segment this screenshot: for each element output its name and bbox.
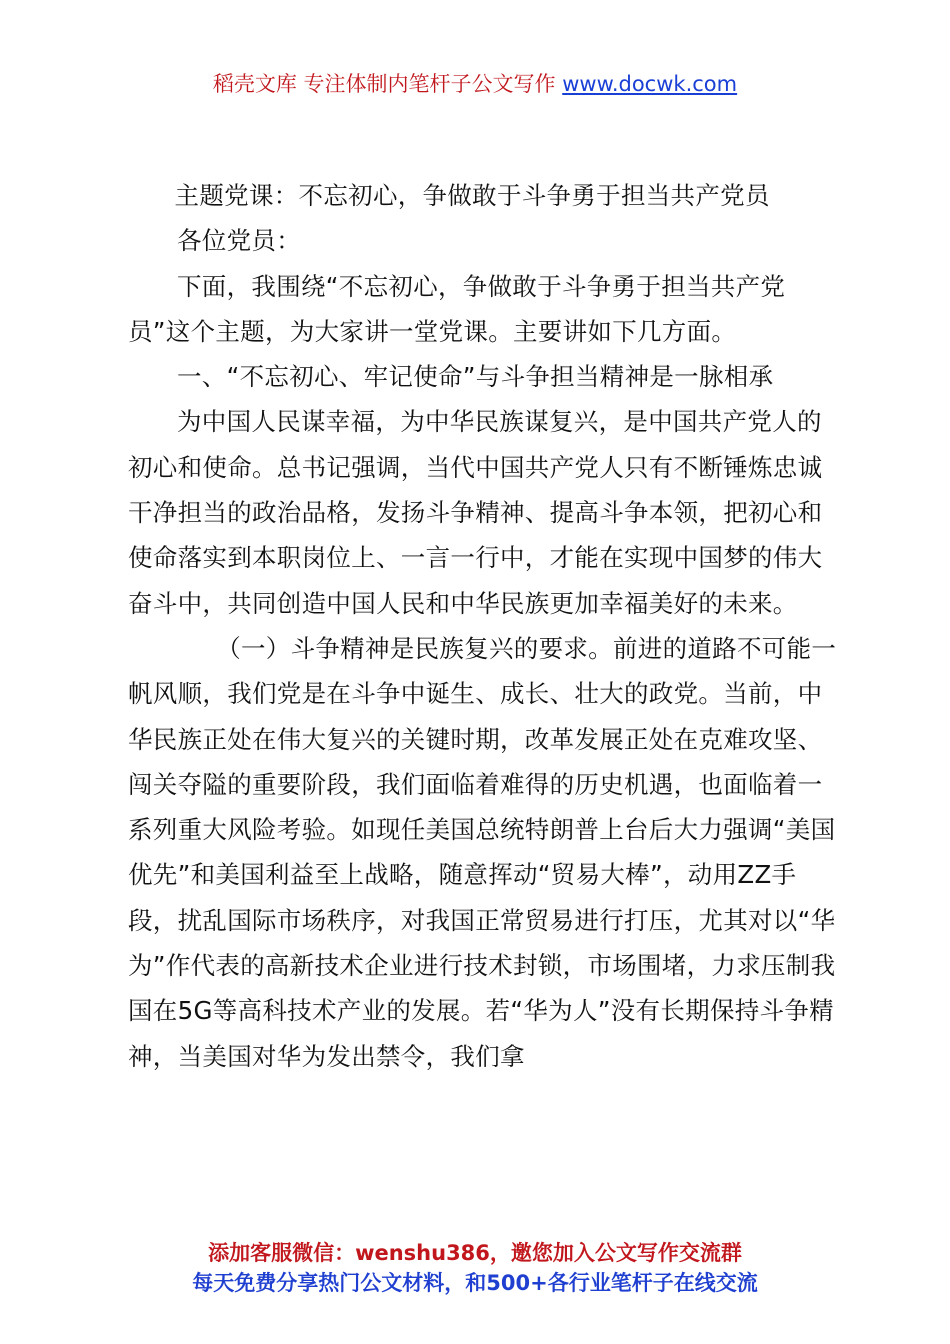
footer-line-2: 每天免费分享热门公文材料，和500+各行业笔杆子在线交流 (192, 1271, 758, 1295)
document-body (128, 173, 840, 1079)
salutation: 各位党员： (177, 226, 301, 256)
document-title: 主题党课：不忘初心，争做敢于斗争勇于担当共产党员 (174, 181, 770, 210)
section-heading-1: 一、“不忘初心、牢记使命”与斗争担当精神是一脉相承 (177, 362, 774, 392)
page-header (0, 68, 950, 100)
paragraph-2: （一）斗争精神是民族复兴的要求。前进的道路不可能一帆风顺，我们党是在斗争中诞生、成长、壮大的政党。当前，中华民族正处在伟大复兴的关键时期，改革发展正处在克难攻坚、闯关夺隘的重要阶段，我们面临着难得的历史机遇，也面临着一系列重大风险考验。如现任美国总统特朗普上台后大力强调“美国优先”和美国利益至上战略，随意挥动“贸易大棒”，动用ZZ手段，扰乱国际市场秩序，对我国正常贸易进行打压，尤其对以“华为”作代表的高新技术企业进行技术封锁，市场围堵，力求压制我国在5G等高科技术产业的发展。若“华为人”没有长期保持斗争精神，当美国对华为发出禁令，我们拿 (128, 633, 837, 1071)
footer-line-1 (0, 1238, 950, 1268)
header-website-link[interactable]: www.docwk.com (562, 72, 738, 96)
paragraph-1: 为中国人民谋幸福，为中华民族谋复兴，是中国共产党人的初心和使命。总书记强调，当代中国共产党人只有不断锤炼忠诚干净担当的政治品格，发扬斗争精神、提高斗争本领，把初心和使命落实到本职岗位上、一言一行中，才能在实现中国梦的伟大奋斗中，共同创造中国人民和中华民族更加幸福美好的未来。 (128, 407, 823, 618)
footer-wechat-id: wenshu386 (355, 1241, 490, 1265)
header-text: 稻壳文库 专注体制内笔杆子公文写作 (212, 72, 563, 96)
intro-paragraph: 下面，我围绕“不忘初心，争做敢于斗争勇于担当共产党员”这个主题，为大家讲一堂党课。主要讲如下几方面。 (128, 271, 786, 346)
footer-wechat-suffix: ，邀您加入公文写作交流群 (489, 1241, 742, 1265)
footer-wechat-prefix: 添加客服微信： (208, 1241, 356, 1265)
page-footer (0, 1238, 950, 1298)
